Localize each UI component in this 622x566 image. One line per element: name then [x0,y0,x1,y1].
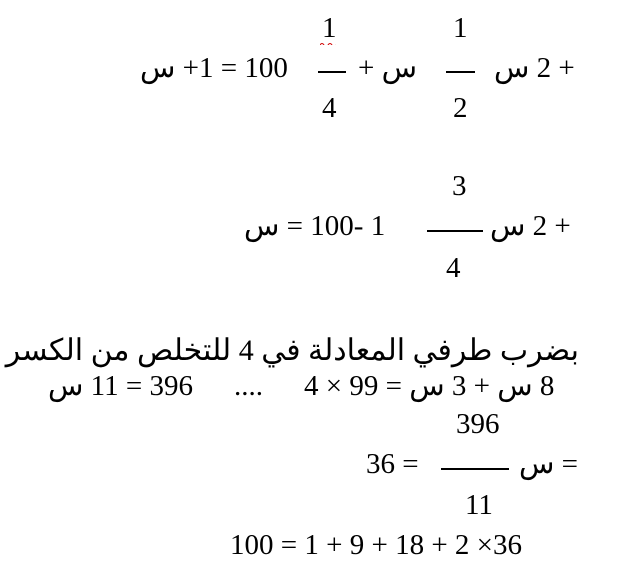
eq1-fraction2-bar [446,71,475,73]
eq1-fraction2-denominator: 2 [453,92,468,124]
eq1-fraction1-bar [318,71,346,73]
eq3-result: 396 = 11 س [48,370,193,402]
eq1-fraction1-numerator: 1 [322,12,337,44]
eq5-check: 100 = 1 + 9 + 18 + 2 ×36 [230,529,523,561]
eq4-fraction-denominator: 11 [465,489,493,521]
eq1-middle-term: س + [358,52,418,84]
eq2-fraction-numerator: 3 [452,170,467,202]
eq3-equation: 8 س + 3 س = 99 × 4 [304,370,555,402]
eq4-fraction-numerator: 396 [456,408,500,440]
eq4-left-side: 36 = [366,448,419,480]
eq2-right-side: + 2 س [490,210,571,242]
eq2-left-side: 1 -100 = س [244,210,386,242]
eq1-left-side: 100 = 1+ س [140,52,288,84]
eq4-fraction-bar [441,468,509,470]
spellcheck-underline [320,42,336,45]
eq2-fraction-denominator: 4 [446,252,461,284]
explanation-text: بضرب طرفي المعادلة في 4 للتخلص من الكسر [5,334,579,367]
eq2-fraction-bar [427,230,483,232]
eq3-dots: .... [234,370,263,402]
eq1-fraction2-numerator: 1 [453,12,468,44]
eq4-right-side: = س [519,448,579,480]
eq1-fraction1-denominator: 4 [322,92,337,124]
eq1-right-side: + 2 س [494,52,575,84]
